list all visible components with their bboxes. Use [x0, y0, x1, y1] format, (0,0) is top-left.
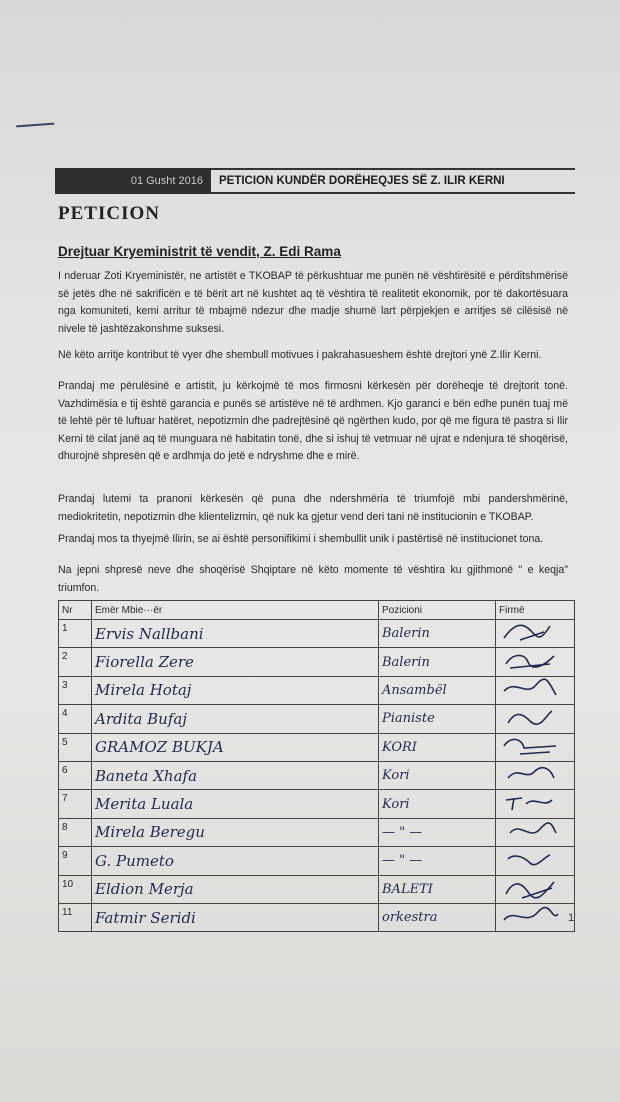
- name-cell: [92, 790, 379, 818]
- addressee-line: Drejtuar Kryeministrit të vendit, Z. Edi Rama: [58, 244, 341, 259]
- paragraph-3: Prandaj me përulësinë e artistit, ju kërkojmë të mos firmosni kërkesën për dorëheqje të drejtorit tonë. Vazhdimësia e tij është garancia e punës së artistëve në të ardhmen. Kjo garanci e bën edhe punën tuaj më të lehtë për të luftuar hatëret, nepotizmin dhe padrejtësinë që ngërthen kudo, por që me figura të pastra si Ilir Kerni të cilat janë aq të munguara në habitatin tonë, dhe si ishuj të vetmuar në ujrat e ndenjura të shoqërisë, dhurojnë shpresën që e ardhmja do jetë e ndryshme dhe e mirë.: [58, 380, 568, 462]
- table-row: [59, 790, 575, 818]
- signature-cell: [496, 733, 575, 761]
- position-cell: [379, 676, 496, 704]
- position-cell: [379, 790, 496, 818]
- name-cell: [92, 676, 379, 704]
- signature-cell: [496, 620, 575, 648]
- signature-scribble: [500, 847, 564, 871]
- position-cell: [379, 761, 496, 789]
- signature-scribble: [500, 648, 564, 672]
- handwritten-position: Kori: [382, 768, 410, 784]
- handwritten-position: Pianiste: [382, 711, 435, 727]
- name-cell: [92, 875, 379, 903]
- header-signature: Firmë: [496, 601, 575, 620]
- name-cell: [92, 705, 379, 733]
- paragraph-4: Prandaj lutemi ta pranoni kërkesën që puna dhe ndershmëria të triumfojë mbi pandershmërinë, mediokritetin, nepotizmin dhe klientelizmin, që nuk ka gjetur vend deri tani në institucionin e TKOBAP.: [58, 493, 568, 523]
- signature-scribble: [500, 677, 564, 701]
- handwritten-name: Mirela Beregu: [95, 823, 205, 842]
- row-number: 1: [59, 620, 92, 648]
- table-header-row: [59, 601, 575, 620]
- handwritten-name: Eldion Merja: [95, 880, 194, 899]
- handwritten-name: GRAMOZ BUKJA: [95, 738, 224, 757]
- signature-cell: [496, 847, 575, 875]
- paragraph-6: Na jepni shpresë neve dhe shoqërisë Shqiptare në këto momente të vështira ku gjithmonë " e keqja" triumfon.: [58, 564, 568, 594]
- header-banner: [55, 168, 575, 194]
- handwritten-position: BALETI: [382, 881, 433, 897]
- signature-table: [58, 600, 575, 932]
- name-cell: [92, 847, 379, 875]
- handwritten-name: Merita Luala: [95, 795, 194, 814]
- signature-scribble: [500, 790, 564, 814]
- row-number: 6: [59, 761, 92, 789]
- position-cell: [379, 847, 496, 875]
- signature-cell: [496, 790, 575, 818]
- handwritten-name: Mirela Hotaj: [95, 681, 192, 700]
- table-row: [59, 903, 575, 931]
- position-cell: [379, 733, 496, 761]
- handwritten-position: Kori: [382, 796, 410, 812]
- table-row: [59, 875, 575, 903]
- handwritten-name: G. Pumeto: [95, 851, 174, 870]
- position-cell: [379, 620, 496, 648]
- table-row: [59, 676, 575, 704]
- table-row: [59, 733, 575, 761]
- page-number: 1: [568, 912, 575, 924]
- banner-date: 01 Gusht 2016: [55, 168, 211, 194]
- header-nr: Nr: [59, 601, 92, 620]
- name-cell: [92, 903, 379, 931]
- handwritten-name: Fatmir Seridi: [95, 908, 196, 927]
- signature-scribble: [500, 734, 564, 758]
- signature-scribble: [500, 620, 564, 644]
- header-position: Pozicioni: [379, 601, 496, 620]
- handwritten-position: KORI: [382, 739, 417, 755]
- row-number: 10: [59, 875, 92, 903]
- signature-scribble: [500, 819, 564, 843]
- banner-title: PETICION KUNDËR DORËHEQJES SË Z. ILIR KERNI: [211, 168, 575, 194]
- table-row: [59, 620, 575, 648]
- signature-cell: [496, 818, 575, 846]
- signature-cell: [496, 648, 575, 676]
- row-number: 4: [59, 705, 92, 733]
- signature-scribble: [500, 876, 564, 900]
- table-row: [59, 818, 575, 846]
- row-number: 8: [59, 818, 92, 846]
- paragraph-2: Në këto arritje kontribut të vyer dhe shembull motivues i pakrahasueshem është drejtori ynë Z.Ilir Kerni.: [58, 349, 542, 361]
- signature-scribble: [500, 904, 564, 928]
- paragraph-1: I nderuar Zoti Kryeministër, ne artistët e TKOBAP të përkushtuar me punën në vështirësitë e përditshmërisë së jetës dhe në sakrificën e të bërit art në kushtet aq të vështira të realitetit ekonomik, por të dakortësuara nga komuniteti, kemi arritur të mbajmë ndezur dhe madje shumë lart përpjekjen e arritjes së cilësisë në nivele të jashtëzakonshme suksesi.: [58, 270, 568, 335]
- name-cell: [92, 648, 379, 676]
- position-cell: [379, 648, 496, 676]
- handwritten-position: Balerin: [382, 626, 430, 642]
- signature-scribble: [500, 762, 564, 786]
- table-row: [59, 847, 575, 875]
- paragraph-5: Prandaj mos ta thyejmë Ilirin, se ai është personifikimi i shembullit unik i pastërtisë në institucionet tona.: [58, 533, 544, 545]
- signature-scribble: [500, 705, 564, 729]
- handwritten-position: Balerin: [382, 654, 430, 670]
- table-row: [59, 705, 575, 733]
- position-cell: [379, 903, 496, 931]
- handwritten-position: Ansambël: [382, 682, 447, 698]
- table-row: [59, 648, 575, 676]
- handwritten-name: Fiorella Zere: [95, 653, 194, 672]
- handwritten-position: — " —: [382, 853, 423, 869]
- signature-cell: [496, 875, 575, 903]
- name-cell: [92, 733, 379, 761]
- row-number: 7: [59, 790, 92, 818]
- handwritten-position: orkestra: [382, 910, 438, 926]
- row-number: 11: [59, 903, 92, 931]
- name-cell: [92, 818, 379, 846]
- document-title: PETICION: [58, 203, 160, 224]
- row-number: 9: [59, 847, 92, 875]
- handwritten-name: Ardita Bufaj: [95, 709, 187, 728]
- pen-mark: [16, 117, 54, 128]
- header-name: Emër Mbie···ër: [92, 601, 379, 620]
- handwritten-name: Ervis Nallbani: [95, 624, 204, 643]
- table-row: [59, 761, 575, 789]
- row-number: 5: [59, 733, 92, 761]
- handwritten-position: — " —: [382, 824, 423, 840]
- signature-cell: [496, 705, 575, 733]
- row-number: 2: [59, 648, 92, 676]
- signature-cell: [496, 676, 575, 704]
- name-cell: [92, 620, 379, 648]
- name-cell: [92, 761, 379, 789]
- position-cell: [379, 705, 496, 733]
- signature-cell: [496, 761, 575, 789]
- position-cell: [379, 875, 496, 903]
- handwritten-name: Baneta Xhafa: [95, 766, 198, 785]
- row-number: 3: [59, 676, 92, 704]
- position-cell: [379, 818, 496, 846]
- signature-cell: [496, 903, 575, 931]
